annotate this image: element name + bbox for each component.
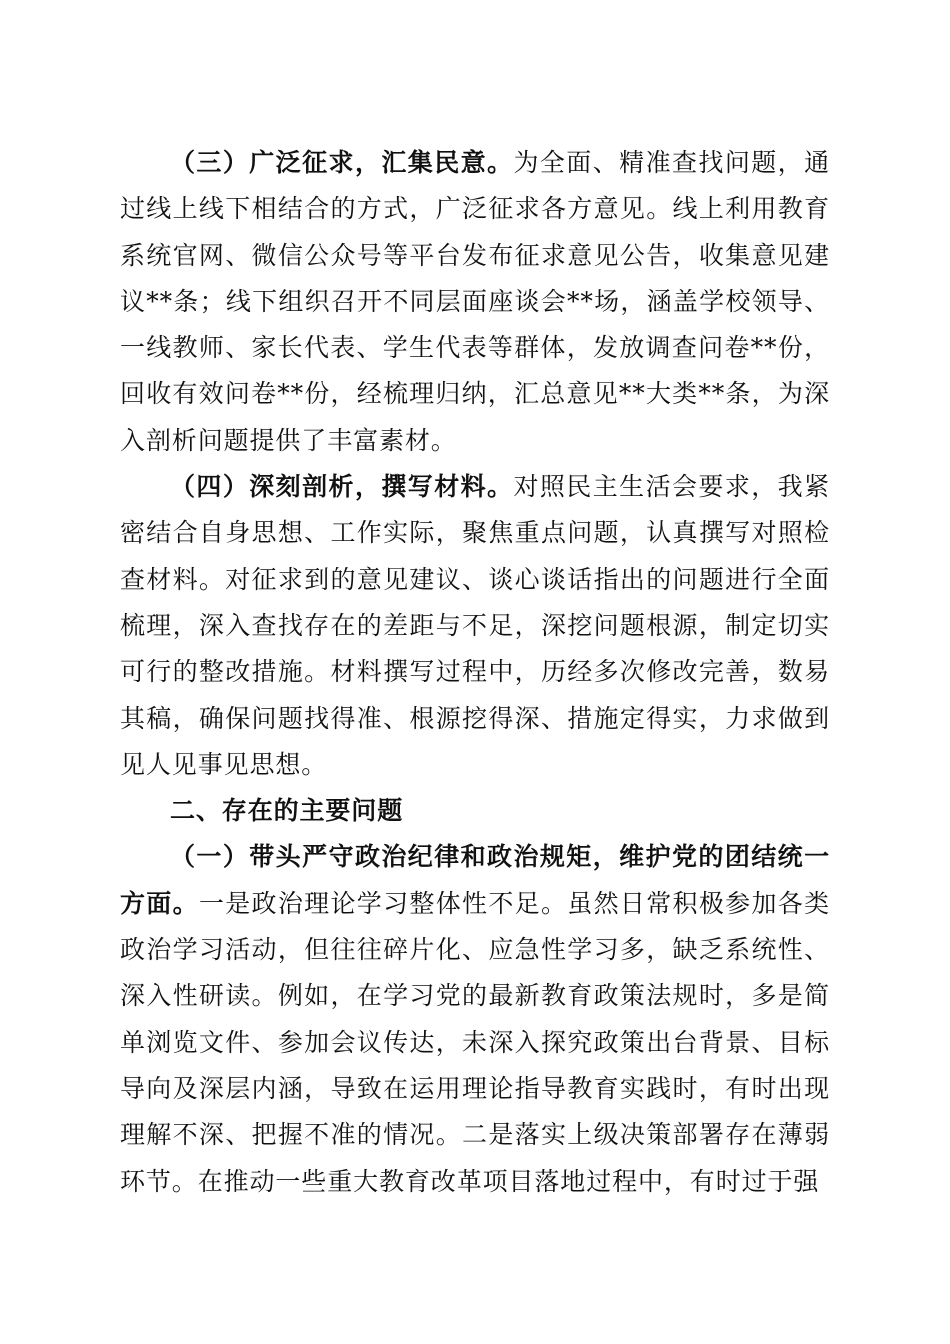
paragraph-one-text: 一是政治理论学习整体性不足。虽然日常积极参加各类政治学习活动，但往往碎片化、应急性学习多，缺乏系统性、深入性研读。例如，在学习党的最新教育政策法规时，多是简单浏览文件、参加会议传达，未深入探究政策出台背景、目标导向及深层内涵，导致在运用理论指导教育实践时，有时出现理解不深、把握不准的情况。二是落实上级决策部署存在薄弱环节。在推动一些重大教育改革项目落地过程中，有时过于强 [120,888,830,1196]
paragraph-three-text: 为全面、精准查找问题，通过线上线下相结合的方式，广泛征求各方意见。线上利用教育系统官网、微信公众号等平台发布征求意见公告，收集意见建议**条；线下组织召开不同层面座谈会**场，涵盖学校领导、一线教师、家长代表、学生代表等群体，发放调查问卷**份，回收有效问卷**份，经梳理归纳，汇总意见**大类**条，为深入剖析问题提供了丰富素材。 [120,148,830,455]
paragraph-three-lead: （三）广泛征求，汇集民意。 [170,148,514,177]
paragraph-one [120,834,830,1204]
paragraph-four-text: 对照民主生活会要求，我紧密结合自身思想、工作实际，聚焦重点问题，认真撰写对照检查材料。对征求到的意见建议、谈心谈话指出的问题进行全面梳理，深入查找存在的差距与不足，深挖问题根源，制定切实可行的整改措施。材料撰写过程中，历经多次修改完善，数易其稿，确保问题找得准、根源挖得深、措施定得实，力求做到见人见事见思想。 [120,472,830,779]
paragraph-three [120,140,830,464]
paragraph-four [120,464,830,788]
document-body [120,140,830,1205]
paragraph-four-lead: （四）深刻剖析，撰写材料。 [170,472,514,502]
paragraph-one-lead: （一）带头严守政治纪律和政治规矩，维护党的团结统一方面。 [120,842,830,918]
section-heading: 二、存在的主要问题 [170,796,404,826]
